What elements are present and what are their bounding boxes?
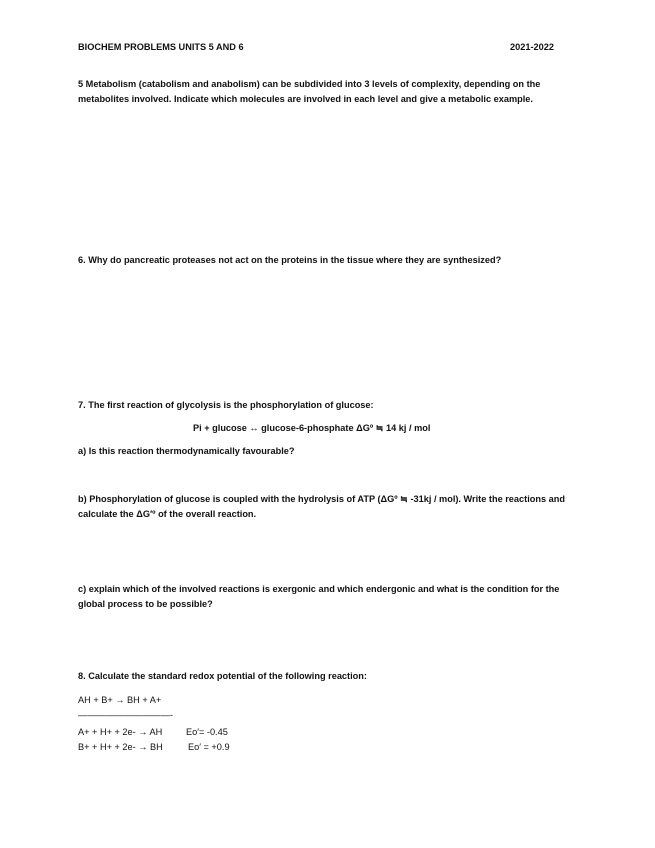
question-7b: b) Phosphorylation of glucose is coupled with the hydrolysis of ATP (ΔGº ≒ -31kj / mol). Write the reactions and calculate the ΔG′º of the overall reaction. (78, 494, 565, 519)
question-7-intro: 7. The first reaction of glycolysis is the phosphorylation of glucose: (78, 400, 374, 410)
academic-year: 2021-2022 (510, 42, 554, 52)
question-8-main-reaction: AH + B+ → BH + A+ (78, 695, 162, 705)
question-8-separator: ——————————- (78, 710, 173, 720)
question-7-equation: Pi + glucose ↔ glucose-6-phosphate ΔGº ≒ 14 kj / mol (193, 423, 431, 433)
question-8-potential-2: Eo′ = +0.9 (188, 742, 230, 752)
question-8-half-reaction-2: B+ + H+ + 2e- → BH (78, 742, 163, 752)
question-5: 5 Metabolism (catabolism and anabolism) can be subdivided into 3 levels of complexity, depending on the metabolites involved. Indicate which molecules are involved in each level and give a metabolic example. (78, 79, 541, 104)
question-8-intro: 8. Calculate the standard redox potential of the following reaction: (78, 671, 367, 681)
question-6: 6. Why do pancreatic proteases not act on the proteins in the tissue where they are synthesized? (78, 255, 502, 265)
question-7c: c) explain which of the involved reactions is exergonic and which endergonic and what is the condition for the global process to be possible? (78, 584, 560, 609)
document-title: BIOCHEM PROBLEMS UNITS 5 AND 6 (78, 42, 244, 52)
question-8-potential-1: Eo′= -0.45 (186, 727, 228, 737)
question-7a: a) Is this reaction thermodynamically favourable? (78, 446, 295, 456)
question-8-half-reaction-1: A+ + H+ + 2e- → AH (78, 727, 163, 737)
